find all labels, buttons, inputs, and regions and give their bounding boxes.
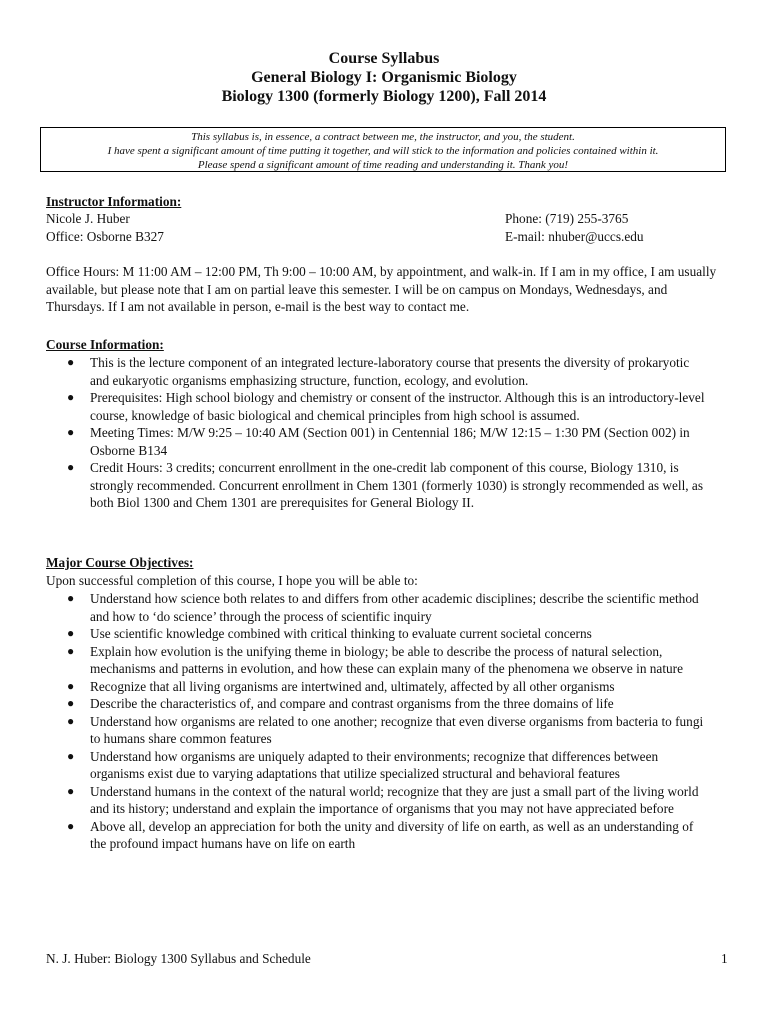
list-item	[46, 625, 706, 643]
bullet-icon: ●	[67, 713, 75, 728]
bullet-icon: ●	[67, 643, 75, 658]
objectives-intro: Upon successful completion of this course, I hope you will be able to:	[46, 573, 418, 588]
document-title-block	[0, 49, 768, 106]
list-item	[46, 389, 706, 424]
list-item-text: Describe the characteristics of, and compare and contrast organisms from the three domains of life	[90, 696, 614, 711]
instructor-heading: Instructor Information:	[46, 194, 182, 209]
syllabus-notice-box	[40, 127, 726, 172]
instructor-office: Office: Osborne B327	[46, 229, 164, 244]
notice-line-1: This syllabus is, in essence, a contract between me, the instructor, and you, the student.	[191, 131, 575, 143]
list-item	[46, 590, 706, 625]
list-item-text: Recognize that all living organisms are intertwined and, ultimately, affected by all other organisms	[90, 678, 615, 694]
instructor-name: Nicole J. Huber	[46, 211, 130, 226]
list-item	[46, 354, 706, 389]
list-item	[46, 713, 706, 748]
title-course-number: Biology 1300 (formerly Biology 1200), Fall 2014	[221, 88, 547, 105]
list-item-text: Use scientific knowledge combined with critical thinking to evaluate current societal concerns	[90, 626, 592, 641]
bullet-icon: ●	[67, 355, 75, 369]
list-item	[46, 678, 706, 696]
list-item-text: Prerequisites: High school biology and chemistry or consent of the instructor. Although this is an introductory-level course, knowledge of basic biological and chemical principles from high school is assumed.	[90, 390, 705, 423]
notice-line-2: I have spent a significant amount of time putting it together, and will stick to the information and policies contained within it.	[107, 145, 659, 157]
bullet-icon: ●	[67, 678, 75, 693]
list-item-text: Meeting Times: M/W 9:25 – 10:40 AM (Section 001) in Centennial 186; M/W 12:15 – 1:30 PM (Section 002) in Osborne B134	[90, 425, 690, 458]
list-item-text: Understand how organisms are uniquely adapted to their environments; recognize that differences between organisms exist due to varying adaptations that utilize specialized structural and behavioral features	[90, 748, 659, 781]
list-item	[46, 643, 706, 678]
list-item-text: Explain how evolution is the unifying theme in biology; be able to describe the process of natural selection, mechanisms and patterns in evolution, and how these can explain many of the phenomena we observe in nature	[90, 643, 684, 676]
list-item	[46, 748, 706, 783]
bullet-icon: ●	[67, 783, 75, 798]
instructor-email: E-mail: nhuber@uccs.edu	[505, 229, 644, 244]
bullet-icon: ●	[67, 626, 75, 640]
list-item	[46, 818, 706, 853]
instructor-phone: Phone: (719) 255-3765	[505, 211, 629, 226]
course-info-list	[46, 354, 706, 512]
title-course-syllabus: Course Syllabus	[328, 50, 440, 67]
bullet-icon: ●	[67, 696, 75, 710]
objectives-list	[46, 590, 706, 853]
list-item	[46, 459, 706, 512]
bullet-icon: ●	[67, 748, 75, 763]
title-course-name: General Biology I: Organismic Biology	[251, 69, 517, 86]
bullet-icon: ●	[67, 591, 75, 605]
page-number: 1	[721, 951, 728, 966]
list-item-text: Understand humans in the context of the natural world; recognize that they are just a small part of the living world and its history; understand and explain the importance of organisms that you may not have appreciated before	[90, 783, 699, 816]
bullet-icon: ●	[67, 425, 75, 439]
list-item	[46, 424, 706, 459]
notice-line-3: Please spend a significant amount of time reading and understanding it. Thank you!	[197, 159, 569, 171]
list-item-text: Understand how organisms are related to one another; recognize that even diverse organisms from bacteria to fungi to humans share common features	[90, 713, 704, 746]
bullet-icon: ●	[67, 818, 75, 833]
list-item-text: Above all, develop an appreciation for both the unity and diversity of life on earth, as well as an understanding of the profound impact humans have on life on earth	[90, 818, 694, 851]
bullet-icon: ●	[67, 460, 75, 474]
list-item-text: Understand how science both relates to and differs from other academic disciplines; describe the scientific method and how to ‘do science’ through the process of scientific inquiry	[90, 591, 699, 624]
list-item-text: Credit Hours: 3 credits; concurrent enrollment in the one-credit lab component of this course, Biology 1310, is strongly recommended. Concurrent enrollment in Chem 1301 (formerly 1030) is strongly recommended as well, as both Biol 1300 and Chem 1301 are prerequisites for General Biology II.	[90, 460, 703, 510]
list-item-text: This is the lecture component of an integrated lecture-laboratory course that presents the diversity of prokaryotic and eukaryotic organisms emphasizing structure, function, ecology, and evolution.	[90, 355, 690, 388]
course-info-heading: Course Information:	[46, 337, 164, 352]
footer-text: N. J. Huber: Biology 1300 Syllabus and Schedule	[46, 951, 311, 966]
office-hours: Office Hours: M 11:00 AM – 12:00 PM, Th 9:00 – 10:00 AM, by appointment, and walk-in. If I am in my office, I am usually available, but please note that I am on partial leave this semester. I will be on campus on Mondays, Wednesdays, and Thursdays. If I am not available in person, e-mail is the best way to contact me.	[46, 264, 717, 314]
bullet-icon: ●	[67, 390, 75, 404]
objectives-heading: Major Course Objectives:	[46, 555, 194, 570]
list-item	[46, 695, 706, 713]
list-item	[46, 783, 706, 818]
